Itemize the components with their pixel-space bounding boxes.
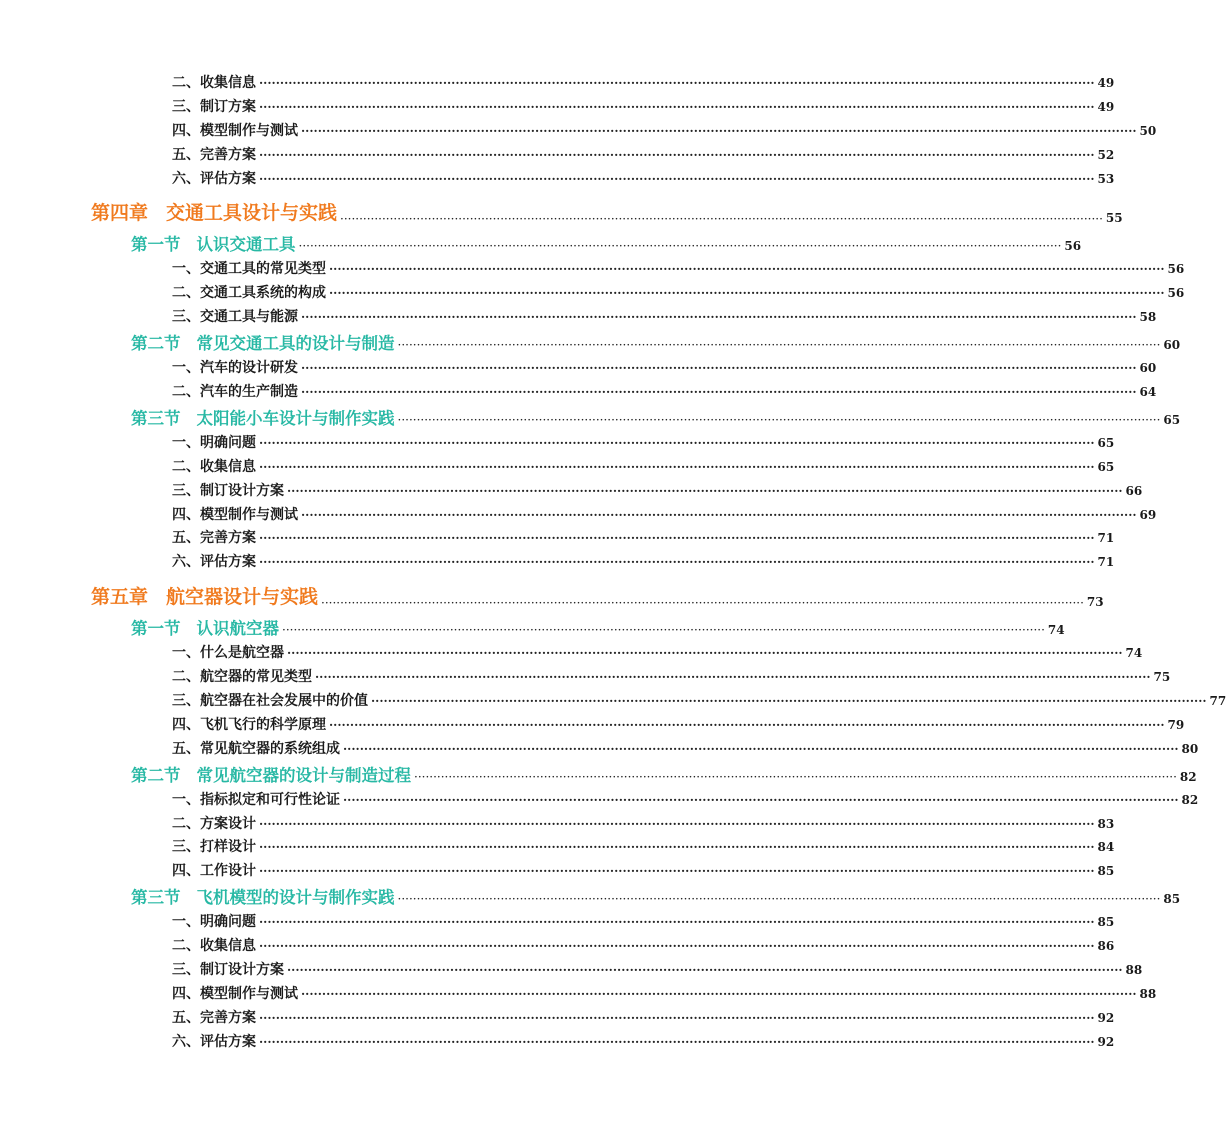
- item-title: 二、交通工具系统的构成: [172, 285, 326, 302]
- item-title: 三、交通工具与能源: [172, 309, 298, 326]
- item-title: 五、完善方案: [172, 146, 256, 163]
- section-number: 第三节: [131, 408, 181, 428]
- item-title: 六、评估方案: [172, 1033, 256, 1050]
- page-number: 84: [1097, 840, 1115, 855]
- section-number: 第三节: [131, 888, 181, 908]
- toc-entry-label: [172, 168, 256, 188]
- toc-entry-label: [172, 1007, 256, 1027]
- chapter-title: 交通工具设计与实践: [166, 202, 338, 225]
- page-number: 80: [1181, 741, 1199, 756]
- toc-item-row[interactable]: [0, 911, 1115, 935]
- page-number: 49: [1097, 76, 1115, 90]
- toc-entry-label: [172, 504, 298, 524]
- page-number: 69: [1139, 507, 1157, 522]
- page-number: 71: [1097, 555, 1115, 570]
- toc-entry-label: [172, 714, 326, 734]
- toc-item-row[interactable]: [0, 381, 1157, 405]
- toc-entry-label: [172, 527, 256, 547]
- toc-entry-label: [172, 456, 256, 476]
- page-number: 75: [1153, 670, 1171, 685]
- toc-entry-label: [172, 642, 284, 662]
- page-number: 73: [1086, 595, 1104, 610]
- item-title: 一、汽车的设计研发: [172, 360, 298, 377]
- toc-item-row[interactable]: [0, 144, 1115, 168]
- toc-entry-label: [172, 72, 256, 92]
- page-number: 53: [1097, 171, 1115, 186]
- page-number: 64: [1139, 385, 1157, 400]
- dot-leader: ········································································································································································································: [343, 741, 1179, 756]
- toc-entry-label: [172, 789, 340, 809]
- toc-entry-label: [172, 551, 256, 571]
- item-title: 二、收集信息: [172, 458, 256, 475]
- item-title: 一、交通工具的常见类型: [172, 261, 326, 278]
- toc-entry-label: [172, 911, 256, 931]
- toc-section-row[interactable]: [0, 330, 1181, 357]
- toc-entry-label: [172, 690, 368, 710]
- toc-item-row[interactable]: [0, 258, 1185, 282]
- page-number: 56: [1167, 262, 1185, 277]
- item-title: 二、汽车的生产制造: [172, 384, 298, 401]
- page-number: 85: [1097, 864, 1115, 879]
- section-number: 第二节: [131, 334, 181, 354]
- toc-entry-label: [91, 198, 337, 225]
- page-number: 65: [1097, 459, 1115, 474]
- page-number: 52: [1097, 147, 1115, 162]
- page-number: 86: [1097, 939, 1115, 954]
- toc-section-row[interactable]: [0, 405, 1181, 432]
- toc-entry-label: [131, 615, 279, 639]
- toc-entry-label: [131, 884, 395, 908]
- toc-item-row[interactable]: [0, 1031, 1115, 1055]
- item-title: 二、收集信息: [172, 75, 256, 91]
- item-title: 五、常见航空器的系统组成: [172, 740, 340, 757]
- page-number: 82: [1181, 792, 1199, 807]
- toc-entry-label: [172, 836, 256, 856]
- page-number: 79: [1167, 717, 1185, 732]
- dot-leader: ········································································································································································································: [259, 1010, 1095, 1025]
- item-title: 四、模型制作与测试: [172, 506, 298, 523]
- toc-item-row[interactable]: [0, 168, 1115, 192]
- toc-item-row[interactable]: [0, 935, 1115, 959]
- section-title: 认识交通工具: [196, 235, 296, 255]
- dot-leader: ········································································································································································································: [329, 717, 1165, 732]
- section-title: 常见航空器的设计与制造过程: [196, 765, 411, 785]
- page-number: 58: [1139, 310, 1157, 325]
- dot-leader: ········································································································································································································: [329, 286, 1165, 301]
- toc-section-row[interactable]: [0, 615, 1065, 642]
- page-number: 49: [1097, 99, 1115, 114]
- item-title: 一、指标拟定和可行性论证: [172, 791, 340, 808]
- section-number: 第二节: [131, 765, 181, 785]
- chapter-number: 第四章: [91, 202, 149, 225]
- dot-leader: ········································································································································································································: [414, 769, 1177, 784]
- toc-item-row[interactable]: [0, 959, 1143, 983]
- item-title: 四、飞机飞行的科学原理: [172, 716, 326, 733]
- dot-leader: ········································································································································································································: [340, 212, 1103, 227]
- dot-leader: ········································································································································································································: [343, 792, 1179, 807]
- toc-item-row[interactable]: [0, 714, 1185, 738]
- page-number: 50: [1139, 123, 1157, 138]
- item-title: 一、明确问题: [172, 914, 256, 931]
- page-number: 56: [1064, 239, 1082, 254]
- toc-entry-label: [172, 120, 298, 140]
- toc-entry-label: [172, 860, 256, 880]
- item-title: 二、航空器的常见类型: [172, 669, 312, 686]
- toc-entry-label: [172, 144, 256, 164]
- toc-entry-label: [131, 405, 395, 429]
- toc-item-row[interactable]: [0, 527, 1115, 551]
- page-number: 56: [1167, 286, 1185, 301]
- toc-item-row[interactable]: [0, 551, 1115, 575]
- dot-leader: ········································································································································································································: [259, 939, 1095, 954]
- toc-item-row[interactable]: [0, 456, 1115, 480]
- item-title: 二、方案设计: [172, 815, 256, 832]
- toc-entry-label: [172, 258, 326, 278]
- dot-leader: ········································································································································································································: [259, 171, 1095, 186]
- section-title: 常见交通工具的设计与制造: [196, 334, 395, 354]
- toc-entry-label: [172, 813, 256, 833]
- toc-chapter-row[interactable]: [0, 575, 1104, 615]
- toc-entry-label: [172, 480, 284, 500]
- toc-item-row[interactable]: [0, 813, 1115, 837]
- page-number: 60: [1163, 338, 1181, 353]
- item-title: 三、制订设计方案: [172, 962, 284, 979]
- item-title: 四、工作设计: [172, 863, 256, 880]
- dot-leader: ········································································································································································································: [282, 623, 1045, 638]
- page-number: 66: [1125, 483, 1143, 498]
- page-number: 88: [1125, 963, 1143, 978]
- dot-leader: ········································································································································································································: [329, 262, 1165, 277]
- dot-leader: ········································································································································································································: [259, 555, 1095, 570]
- item-title: 一、明确问题: [172, 434, 256, 451]
- toc-entry-label: [131, 231, 296, 255]
- dot-leader: ········································································································································································································: [301, 310, 1137, 325]
- toc-item-row[interactable]: [0, 480, 1143, 504]
- toc-entry-label: [172, 983, 298, 1003]
- page-number: 65: [1163, 412, 1181, 427]
- item-title: 四、模型制作与测试: [172, 122, 298, 139]
- toc-item-row[interactable]: [0, 306, 1157, 330]
- toc-section-row[interactable]: [0, 231, 1082, 258]
- toc-entry-label: [172, 282, 326, 302]
- toc-entry-label: [172, 96, 256, 116]
- item-title: 五、完善方案: [172, 530, 256, 547]
- page-number: 83: [1097, 816, 1115, 831]
- table-of-contents: [0, 72, 1226, 1055]
- dot-leader: ········································································································································································································: [259, 1034, 1095, 1049]
- dot-leader: ········································································································································································································: [315, 670, 1151, 685]
- dot-leader: ········································································································································································································: [287, 483, 1123, 498]
- page-number: 88: [1139, 986, 1157, 1001]
- section-title: 认识航空器: [196, 619, 279, 639]
- page-number: 82: [1179, 769, 1197, 784]
- item-title: 三、打样设计: [172, 839, 256, 856]
- toc-section-row[interactable]: [0, 884, 1181, 911]
- page-number: 77: [1209, 694, 1226, 709]
- page-number: 85: [1163, 892, 1181, 907]
- toc-entry-label: [172, 1031, 256, 1051]
- dot-leader: ········································································································································································································: [259, 435, 1095, 450]
- toc-item-row[interactable]: [0, 72, 1115, 96]
- item-title: 三、航空器在社会发展中的价值: [172, 693, 368, 710]
- dot-leader: ········································································································································································································: [259, 459, 1095, 474]
- page-number: 60: [1139, 361, 1157, 376]
- dot-leader: ········································································································································································································: [259, 531, 1095, 546]
- toc-item-row[interactable]: [0, 282, 1185, 306]
- toc-item-row[interactable]: [0, 836, 1115, 860]
- dot-leader: ········································································································································································································: [301, 385, 1137, 400]
- dot-leader: ········································································································································································································: [301, 507, 1137, 522]
- toc-entry-label: [172, 959, 284, 979]
- item-title: 一、什么是航空器: [172, 645, 284, 662]
- toc-entry-label: [172, 935, 256, 955]
- page-number: 74: [1125, 646, 1143, 661]
- toc-item-row[interactable]: [0, 96, 1115, 120]
- item-title: 五、完善方案: [172, 1009, 256, 1026]
- page-number: 85: [1097, 915, 1115, 930]
- page-number: 65: [1097, 435, 1115, 450]
- item-title: 六、评估方案: [172, 170, 256, 187]
- dot-leader: ········································································································································································································: [259, 816, 1095, 831]
- toc-item-row[interactable]: [0, 666, 1171, 690]
- toc-section-row[interactable]: [0, 762, 1197, 789]
- toc-item-row[interactable]: [0, 789, 1199, 813]
- dot-leader: ········································································································································································································: [397, 412, 1161, 427]
- dot-leader: ········································································································································································································: [298, 239, 1062, 254]
- toc-item-row[interactable]: [0, 1007, 1115, 1031]
- page-number: 71: [1097, 531, 1115, 546]
- toc-chapter-row[interactable]: [0, 191, 1123, 231]
- dot-leader: ········································································································································································································: [371, 694, 1207, 709]
- item-title: 六、评估方案: [172, 554, 256, 571]
- toc-entry-label: [131, 330, 395, 354]
- toc-entry-label: [172, 381, 298, 401]
- dot-leader: ········································································································································································································: [259, 840, 1095, 855]
- toc-item-row[interactable]: [0, 860, 1115, 884]
- item-title: 二、收集信息: [172, 938, 256, 955]
- page-number: 55: [1105, 211, 1123, 226]
- page-number: 92: [1097, 1010, 1115, 1025]
- toc-entry-label: [131, 762, 411, 786]
- toc-item-row[interactable]: [0, 120, 1157, 144]
- item-title: 三、制订设计方案: [172, 482, 284, 499]
- toc-item-row[interactable]: [0, 504, 1157, 528]
- dot-leader: ········································································································································································································: [397, 892, 1161, 907]
- section-title: 飞机模型的设计与制作实践: [196, 888, 395, 908]
- toc-entry-label: [172, 357, 298, 377]
- dot-leader: ········································································································································································································: [287, 963, 1123, 978]
- dot-leader: ········································································································································································································: [259, 99, 1095, 114]
- dot-leader: ········································································································································································································: [259, 864, 1095, 879]
- toc-item-row[interactable]: [0, 357, 1157, 381]
- toc-entry-label: [172, 432, 256, 452]
- section-number: 第一节: [131, 619, 181, 639]
- toc-entry-label: [172, 306, 298, 326]
- dot-leader: ········································································································································································································: [397, 338, 1161, 353]
- chapter-number: 第五章: [91, 586, 149, 609]
- toc-item-row[interactable]: [0, 432, 1115, 456]
- item-title: 四、模型制作与测试: [172, 985, 298, 1002]
- dot-leader: ········································································································································································································: [259, 76, 1095, 90]
- section-title: 太阳能小车设计与制作实践: [196, 408, 395, 428]
- toc-item-row[interactable]: [0, 983, 1157, 1007]
- dot-leader: ········································································································································································································: [301, 361, 1137, 376]
- item-title: 三、制订方案: [172, 98, 256, 115]
- toc-item-row[interactable]: [0, 642, 1143, 666]
- dot-leader: ········································································································································································································: [259, 147, 1095, 162]
- dot-leader: ········································································································································································································: [321, 596, 1084, 611]
- dot-leader: ········································································································································································································: [301, 986, 1137, 1001]
- page-number: 74: [1047, 623, 1065, 638]
- dot-leader: ········································································································································································································: [287, 646, 1123, 661]
- chapter-title: 航空器设计与实践: [166, 586, 319, 609]
- toc-item-row[interactable]: [0, 738, 1199, 762]
- dot-leader: ········································································································································································································: [301, 123, 1137, 138]
- toc-entry-label: [91, 582, 318, 609]
- page-number: 92: [1097, 1034, 1115, 1049]
- section-number: 第一节: [131, 235, 181, 255]
- toc-item-row[interactable]: [0, 690, 1226, 714]
- toc-entry-label: [172, 738, 340, 758]
- toc-entry-label: [172, 666, 312, 686]
- dot-leader: ········································································································································································································: [259, 915, 1095, 930]
